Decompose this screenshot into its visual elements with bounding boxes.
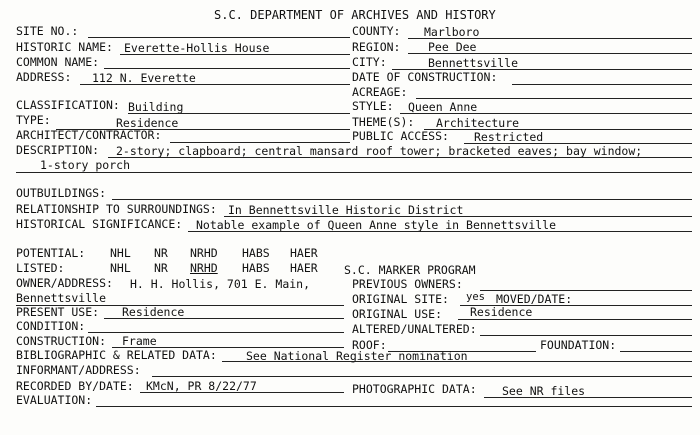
potential-nr: NR	[154, 246, 168, 260]
architect-line	[170, 142, 350, 143]
recorded-label: RECORDED BY/DATE:	[16, 379, 134, 393]
historic-name-label: HISTORIC NAME:	[16, 40, 113, 54]
original-site-value: yes	[466, 291, 485, 303]
owner-line1: H. H. Hollis, 701 E. Main,	[130, 277, 311, 291]
present-use-value: Residence	[122, 305, 185, 319]
public-access-label: PUBLIC ACCESS:	[352, 129, 449, 143]
region-value: Pee Dee	[428, 40, 477, 54]
architect-label: ARCHITECT/CONTRACTOR:	[16, 128, 162, 142]
city-label: CITY:	[352, 55, 387, 69]
relationship-label: RELATIONSHIP TO SURROUNDINGS:	[16, 202, 217, 216]
marker-program-label: S.C. MARKER PROGRAM	[344, 263, 476, 277]
original-use-value: Residence	[470, 305, 533, 319]
site-no-label: SITE NO.:	[16, 24, 79, 38]
type-value: Residence	[116, 116, 179, 130]
style-value: Queen Anne	[408, 100, 478, 114]
present-use-label: PRESENT USE:	[16, 305, 100, 319]
foundation-label: FOUNDATION:	[540, 338, 617, 352]
city-value: Bennettsville	[428, 56, 519, 70]
style-label: STYLE:	[352, 99, 394, 113]
address-line	[80, 84, 350, 85]
original-use-label: ORIGINAL USE:	[352, 307, 443, 321]
outbuildings-line	[112, 199, 692, 200]
listed-nr: NR	[154, 261, 168, 275]
altered-line	[480, 335, 692, 336]
significance-label: HISTORICAL SIGNIFICANCE:	[16, 217, 183, 231]
significance-line	[188, 231, 692, 232]
potential-label: POTENTIAL:	[16, 246, 86, 260]
classification-line	[128, 113, 350, 114]
condition-label: CONDITION:	[16, 319, 86, 333]
listed-label: LISTED:	[16, 261, 65, 275]
recorded-value: KMcN, PR 8/22/77	[146, 379, 257, 393]
themes-label: THEME(S):	[352, 115, 415, 129]
potential-haer: HAER	[290, 246, 318, 260]
previous-owners-line	[480, 290, 692, 291]
evaluation-label: EVALUATION:	[16, 393, 93, 407]
bibliographic-value: See National Register nomination	[246, 349, 468, 363]
significance-value: Notable example of Queen Anne style in Bennettsville	[196, 218, 557, 232]
recorded-line	[140, 392, 344, 393]
potential-habs: HABS	[242, 246, 270, 260]
date-of-construction-line	[512, 84, 692, 85]
description-rule2	[16, 172, 692, 173]
address-value: 112 N. Everette	[92, 71, 196, 85]
style-line	[400, 113, 692, 114]
roof-label: ROOF:	[352, 338, 387, 352]
description-line1: 2-story; clapboard; central mansard roof tower; bracketed eaves; bay window;	[116, 144, 643, 158]
condition-line	[88, 332, 344, 333]
date-of-construction-label: DATE OF CONSTRUCTION:	[352, 70, 498, 84]
type-label: TYPE:	[16, 113, 51, 127]
classification-value: Building	[128, 100, 184, 114]
common-name-line	[104, 68, 350, 69]
public-access-value: Restricted	[474, 130, 544, 144]
address-label: ADDRESS:	[16, 70, 72, 84]
historic-name-value: Everette-Hollis House	[124, 41, 270, 55]
informant-label: INFORMANT/ADDRESS:	[16, 363, 141, 377]
owner-label: OWNER/ADDRESS:	[16, 276, 113, 290]
outbuildings-label: OUTBUILDINGS:	[16, 186, 107, 200]
themes-line	[424, 129, 692, 130]
original-use-line	[458, 319, 692, 320]
relationship-line	[224, 216, 692, 217]
relationship-value: In Bennettsville Historic District	[228, 203, 464, 217]
description-label: DESCRIPTION:	[16, 143, 100, 157]
region-label: REGION:	[352, 40, 401, 54]
listed-nhl: NHL	[110, 261, 131, 275]
previous-owners-label: PREVIOUS OWNERS:	[352, 277, 463, 291]
potential-nrhd: NRHD	[190, 246, 218, 260]
listed-habs: HABS	[242, 261, 270, 275]
card-title: S.C. DEPARTMENT OF ARCHIVES AND HISTORY	[214, 8, 496, 22]
common-name-label: COMMON NAME:	[16, 55, 100, 69]
informant-line	[152, 376, 692, 377]
construction-label: CONSTRUCTION:	[16, 334, 107, 348]
original-site-label: ORIGINAL SITE:	[352, 292, 449, 306]
description-line2: 1-story porch	[40, 158, 131, 172]
bibliographic-line	[222, 361, 692, 362]
moved-date-label: MOVED/DATE:	[496, 292, 573, 306]
bibliographic-label: BIBLIOGRAPHIC & RELATED DATA:	[16, 348, 217, 362]
owner-line2: Bennettsville	[16, 291, 107, 305]
evaluation-line	[96, 406, 692, 407]
potential-nhl: NHL	[110, 246, 131, 260]
photographic-label: PHOTOGRAPHIC DATA:	[352, 382, 477, 396]
classification-label: CLASSIFICATION:	[16, 98, 120, 112]
construction-value: Frame	[122, 334, 157, 348]
county-value: Marlboro	[424, 25, 480, 39]
altered-label: ALTERED/UNALTERED:	[352, 322, 477, 336]
listed-haer: HAER	[290, 261, 318, 275]
county-line	[408, 38, 692, 39]
acreage-label: ACREAGE:	[352, 85, 408, 99]
photographic-line	[484, 397, 692, 398]
site-no-line	[88, 37, 350, 38]
foundation-line	[620, 351, 692, 352]
description-rule1	[108, 157, 692, 158]
themes-value: Architecture	[436, 116, 520, 130]
present-use-line	[104, 318, 344, 319]
region-line	[408, 53, 692, 54]
acreage-line	[416, 98, 692, 99]
photographic-value: See NR files	[502, 384, 586, 398]
listed-nrhd-marked: NRHD	[190, 261, 218, 275]
county-label: COUNTY:	[352, 24, 401, 38]
historic-name-line	[120, 54, 350, 55]
